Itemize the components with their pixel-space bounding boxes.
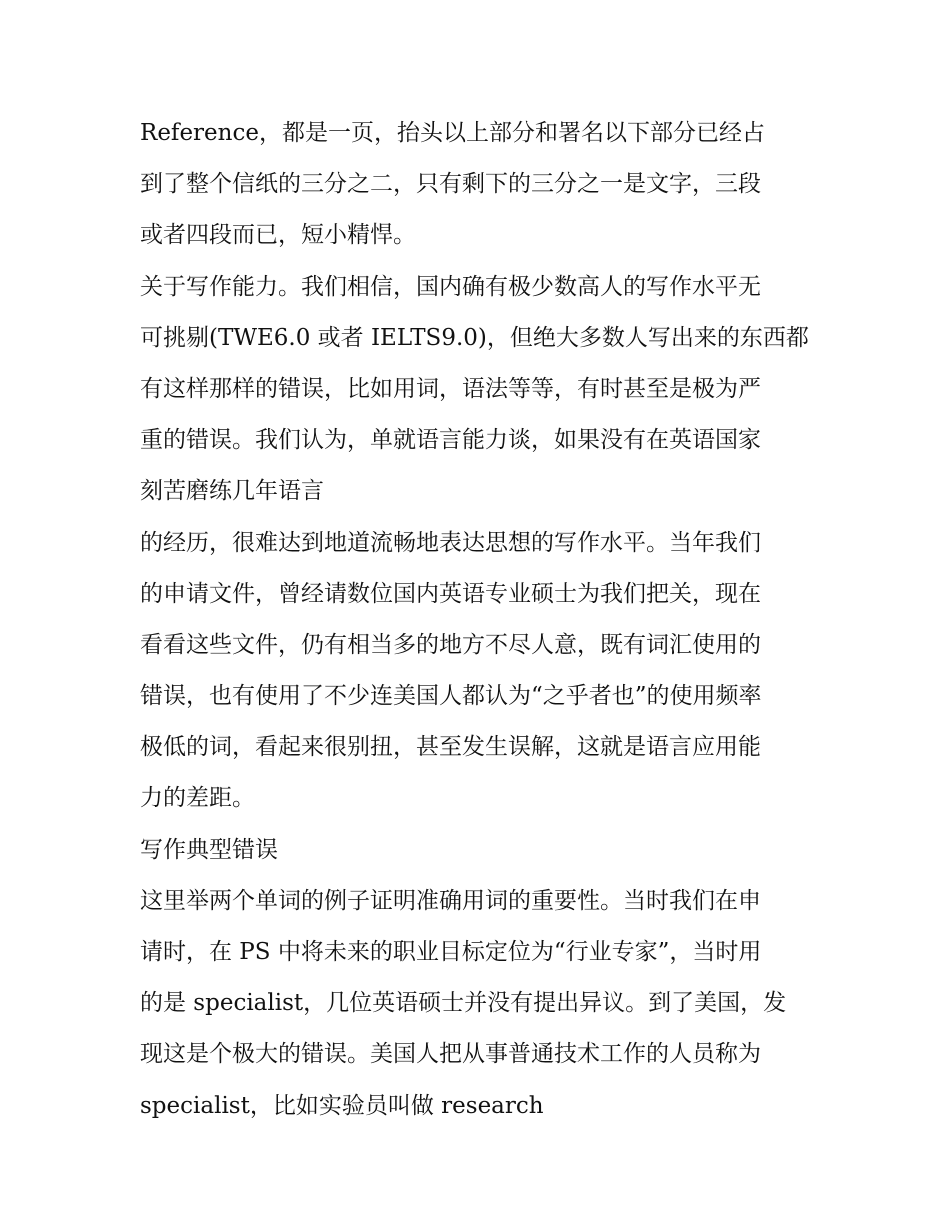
text-line: 这里举两个单词的例子证明准确用词的重要性。当时我们在申 [140, 887, 761, 914]
text-line: 现这是个极大的错误。美国人把从事普通技术工作的人员称为 [140, 1041, 761, 1068]
text-line: Reference，都是一页，抬头以上部分和署名以下部分已经占 [140, 120, 765, 146]
text-line: 到了整个信纸的三分之二，只有剩下的三分之一是文字，三段 [140, 171, 761, 198]
text-line: specialist，比如实验员叫做 research [140, 1092, 544, 1119]
text-line: 有这样那样的错误，比如用词，语法等等，有时甚至是极为严 [140, 375, 761, 402]
text-line: 看看这些文件，仍有相当多的地方不尽人意，既有词汇使用的 [140, 631, 761, 658]
text-line: 的申请文件，曾经请数位国内英语专业硕士为我们把关，现在 [140, 580, 761, 607]
text-line: 的经历，很难达到地道流畅地表达思想的写作水平。当年我们 [140, 529, 761, 556]
text-line: 极低的词，看起来很别扭，甚至发生误解，这就是语言应用能 [140, 734, 761, 761]
text-line: 刻苦磨练几年语言 [140, 478, 324, 505]
text-line: 重的错误。我们认为，单就语言能力谈，如果没有在英语国家 [140, 427, 761, 454]
body-text [140, 108, 816, 1132]
text-line: 或者四段而已，短小精悍。 [140, 222, 416, 249]
text-line: 关于写作能力。我们相信，国内确有极少数高人的写作水平无 [140, 273, 761, 300]
section-heading: 写作典型错误 [140, 836, 278, 863]
text-line: 的是 specialist，几位英语硕士并没有提出异议。到了美国，发 [140, 990, 787, 1017]
text-line: 力的差距。 [140, 785, 255, 812]
text-line: 错误，也有使用了不少连美国人都认为“之乎者也”的使用频率 [140, 683, 762, 710]
text-line: 请时，在 PS 中将未来的职业目标定位为“行业专家”，当时用 [140, 939, 762, 965]
text-line: 可挑剔(TWE6.0 或者 IELTS9.0)，但绝大多数人写出来的东西都 [140, 324, 809, 351]
